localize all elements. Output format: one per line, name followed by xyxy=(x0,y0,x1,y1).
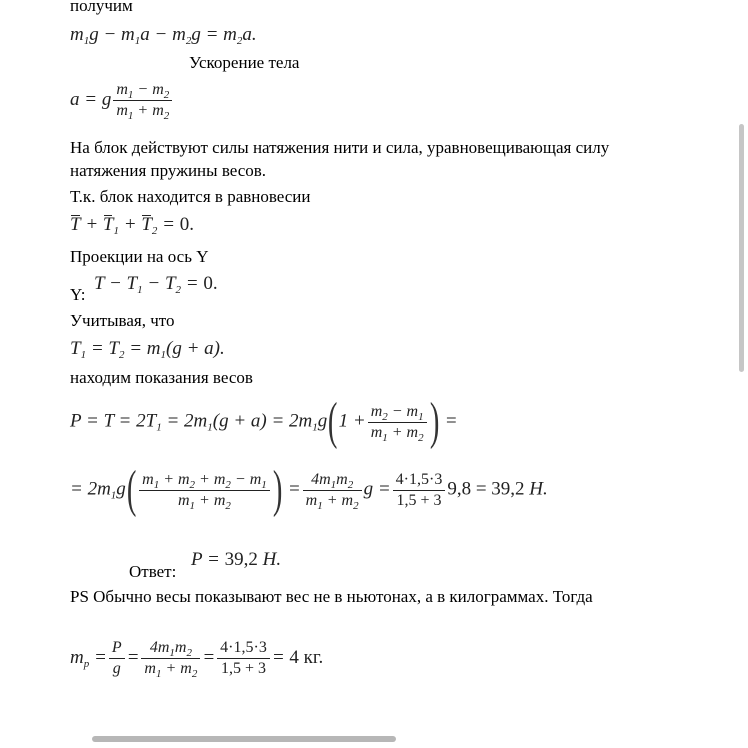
text-otvet-label: Ответ: xyxy=(129,562,177,581)
text-proekcii: Проекции на ось Y xyxy=(70,247,209,266)
text-nahodim: находим показания весов xyxy=(70,368,253,387)
equation-projection: $T - T_1 - T_2 = 0$. xyxy=(94,273,218,296)
value-g: 9,8 xyxy=(447,478,472,500)
value-answer-p: 39,2 xyxy=(491,478,525,500)
text-y-label: Y: xyxy=(70,285,86,304)
text-poluchim: получим xyxy=(70,0,133,15)
value-mass-result: 4 xyxy=(289,646,299,668)
equation-motion: $m_1g - m_1a - m_2g = m_2a$. xyxy=(70,24,257,47)
equation-answer: P = 39,2 H. xyxy=(191,549,282,570)
horizontal-scrollbar[interactable] xyxy=(92,736,396,742)
text-na-blok-line2: натяжения пружины весов. xyxy=(70,161,267,180)
equation-acceleration: a = g $\frac{m_1 - m_2}{m_1 + m_2}$ xyxy=(70,80,174,121)
text-uskorenie: Ускорение тела xyxy=(189,53,300,72)
equation-scale-reading-1: $P = T = 2T_1 = 2m_1(g + a) = 2m_1g(1$ + $\frac{m_2 - m_1}{m_1 + m_2}$ ) = xyxy=(70,393,458,450)
equation-scale-reading-2: = $2m_1g$( $\frac{m_1 + m_2 + m_2 - m_1}{m_1 + m_2}$ ) = $\frac{4m_1m_2}{m_1 + m_2}$ g = $\frac{4\cdot 1,5\cdot 3}{1,5 + 3}$ 9,8 = 39,2 H. xyxy=(70,461,548,518)
equation-mass: $m_p$ = $\frac{P}{g}$ = $\frac{4m_1m_2}{m_1 + m_2}$ = $\frac{4\cdot 1,5\cdot 3}{1,5 + 3}$ = 4 кг. xyxy=(70,639,324,680)
equation-vector-sum: $T + T_1 + T_2 = 0$. xyxy=(70,214,194,237)
text-tk-blok: Т.к. блок находится в равновесии xyxy=(70,187,311,206)
text-ps-note: PS Обычно весы показывают вес не в ньютонах, а в килограммах. Тогда xyxy=(70,587,593,606)
text-uchityvaya: Учитывая, что xyxy=(70,311,175,330)
value-mass-unit: кг xyxy=(303,646,319,668)
equation-tension: $T_1 = T_2 = m_1(g + a)$. xyxy=(70,338,225,361)
vertical-scrollbar[interactable] xyxy=(739,124,744,372)
text-na-blok-line1: На блок действуют силы натяжения нити и сила, уравновещивающая силу xyxy=(70,138,610,157)
